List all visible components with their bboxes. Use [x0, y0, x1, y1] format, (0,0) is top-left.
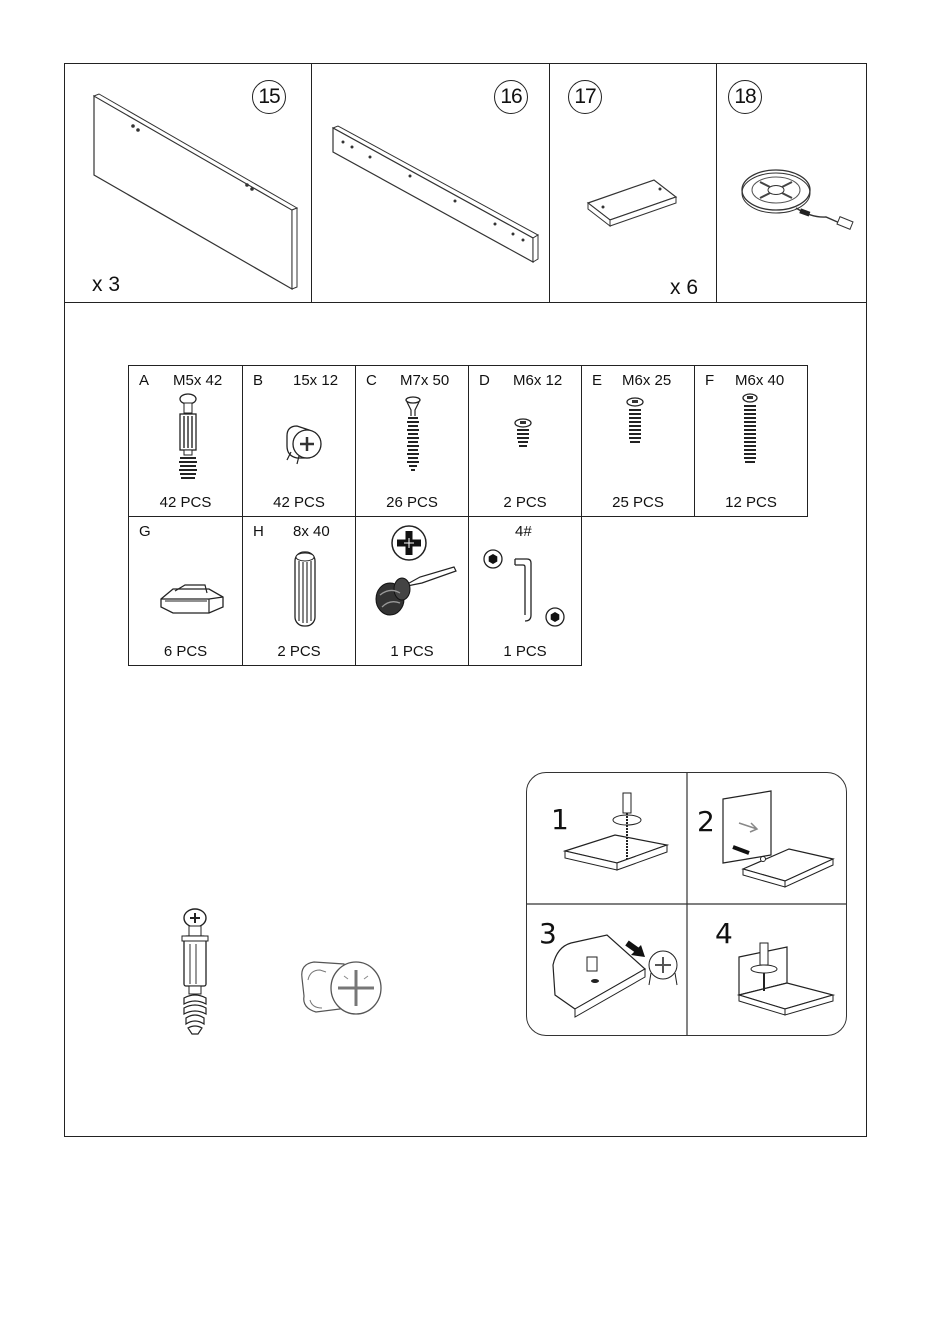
hardware-count: 2 PCS: [503, 494, 547, 511]
hardware-cell-a: [128, 365, 243, 517]
large-cam-bolt-icon: [182, 909, 208, 1034]
hardware-count: 26 PCS: [386, 494, 438, 511]
cam-fitting-detail-icon: [160, 900, 400, 1040]
step-4-drawing: [739, 943, 833, 1015]
hardware-letter: G: [139, 523, 151, 540]
hardware-cell-e: [581, 365, 695, 517]
hardware-letter: F: [705, 372, 715, 389]
hardware-count: 25 PCS: [612, 494, 664, 511]
hardware-cell-f: [694, 365, 808, 517]
step-number-1: 1: [551, 803, 569, 836]
hardware-cell-d: [468, 365, 582, 517]
hardware-cell-c: [355, 365, 469, 517]
part-quantity-17: x 6: [670, 276, 699, 299]
hardware-count: 2 PCS: [277, 643, 321, 660]
hardware-letter: E: [592, 372, 603, 389]
hardware-cell-screwdriver: [355, 516, 469, 666]
step-number-2: 2: [697, 805, 715, 838]
part-quantity-15: x 3: [92, 273, 121, 296]
step-1-drawing: [565, 793, 667, 870]
hardware-size: 8x 40: [293, 523, 330, 540]
hardware-size: M6x 40: [735, 372, 785, 389]
large-cam-lock-icon: [302, 962, 381, 1014]
hardware-letter: B: [253, 372, 264, 389]
hardware-size: M6x 12: [513, 372, 563, 389]
step-number-3: 3: [539, 917, 557, 950]
step-number-4: 4: [715, 917, 733, 950]
hardware-count: 6 PCS: [163, 643, 208, 660]
hardware-size: 4#: [515, 523, 532, 540]
hardware-size: M7x 50: [400, 372, 450, 389]
hardware-count: 42 PCS: [273, 494, 325, 511]
hardware-count: 1 PCS: [390, 643, 434, 660]
assembly-steps-panel: [526, 772, 847, 1036]
led-strip-reel-icon: [0, 0, 932, 310]
hardware-count: 42 PCS: [159, 494, 212, 511]
hardware-letter: H: [253, 523, 264, 540]
hardware-size: M6x 25: [622, 372, 672, 389]
hardware-size: 15x 12: [293, 372, 339, 389]
step-2-drawing: [723, 791, 833, 887]
part-number-15: 15: [252, 80, 286, 114]
step-3-drawing: [553, 935, 677, 1017]
part-number-16: 16: [494, 80, 528, 114]
part-number-18: 18: [728, 80, 762, 114]
hardware-count: 12 PCS: [725, 494, 777, 511]
hardware-cell-g: [128, 516, 243, 666]
hardware-cell-b: [242, 365, 356, 517]
hardware-letter: D: [479, 372, 490, 389]
part-number-17: 17: [568, 80, 602, 114]
assembly-steps-drawing: [527, 773, 847, 1036]
hardware-letter: C: [366, 372, 377, 389]
hardware-count: 1 PCS: [503, 643, 547, 660]
hardware-letter: A: [139, 372, 150, 389]
hardware-cell-h: [242, 516, 356, 666]
hardware-size: M5x 42: [173, 372, 223, 389]
hardware-cell-allen-key: [468, 516, 582, 666]
